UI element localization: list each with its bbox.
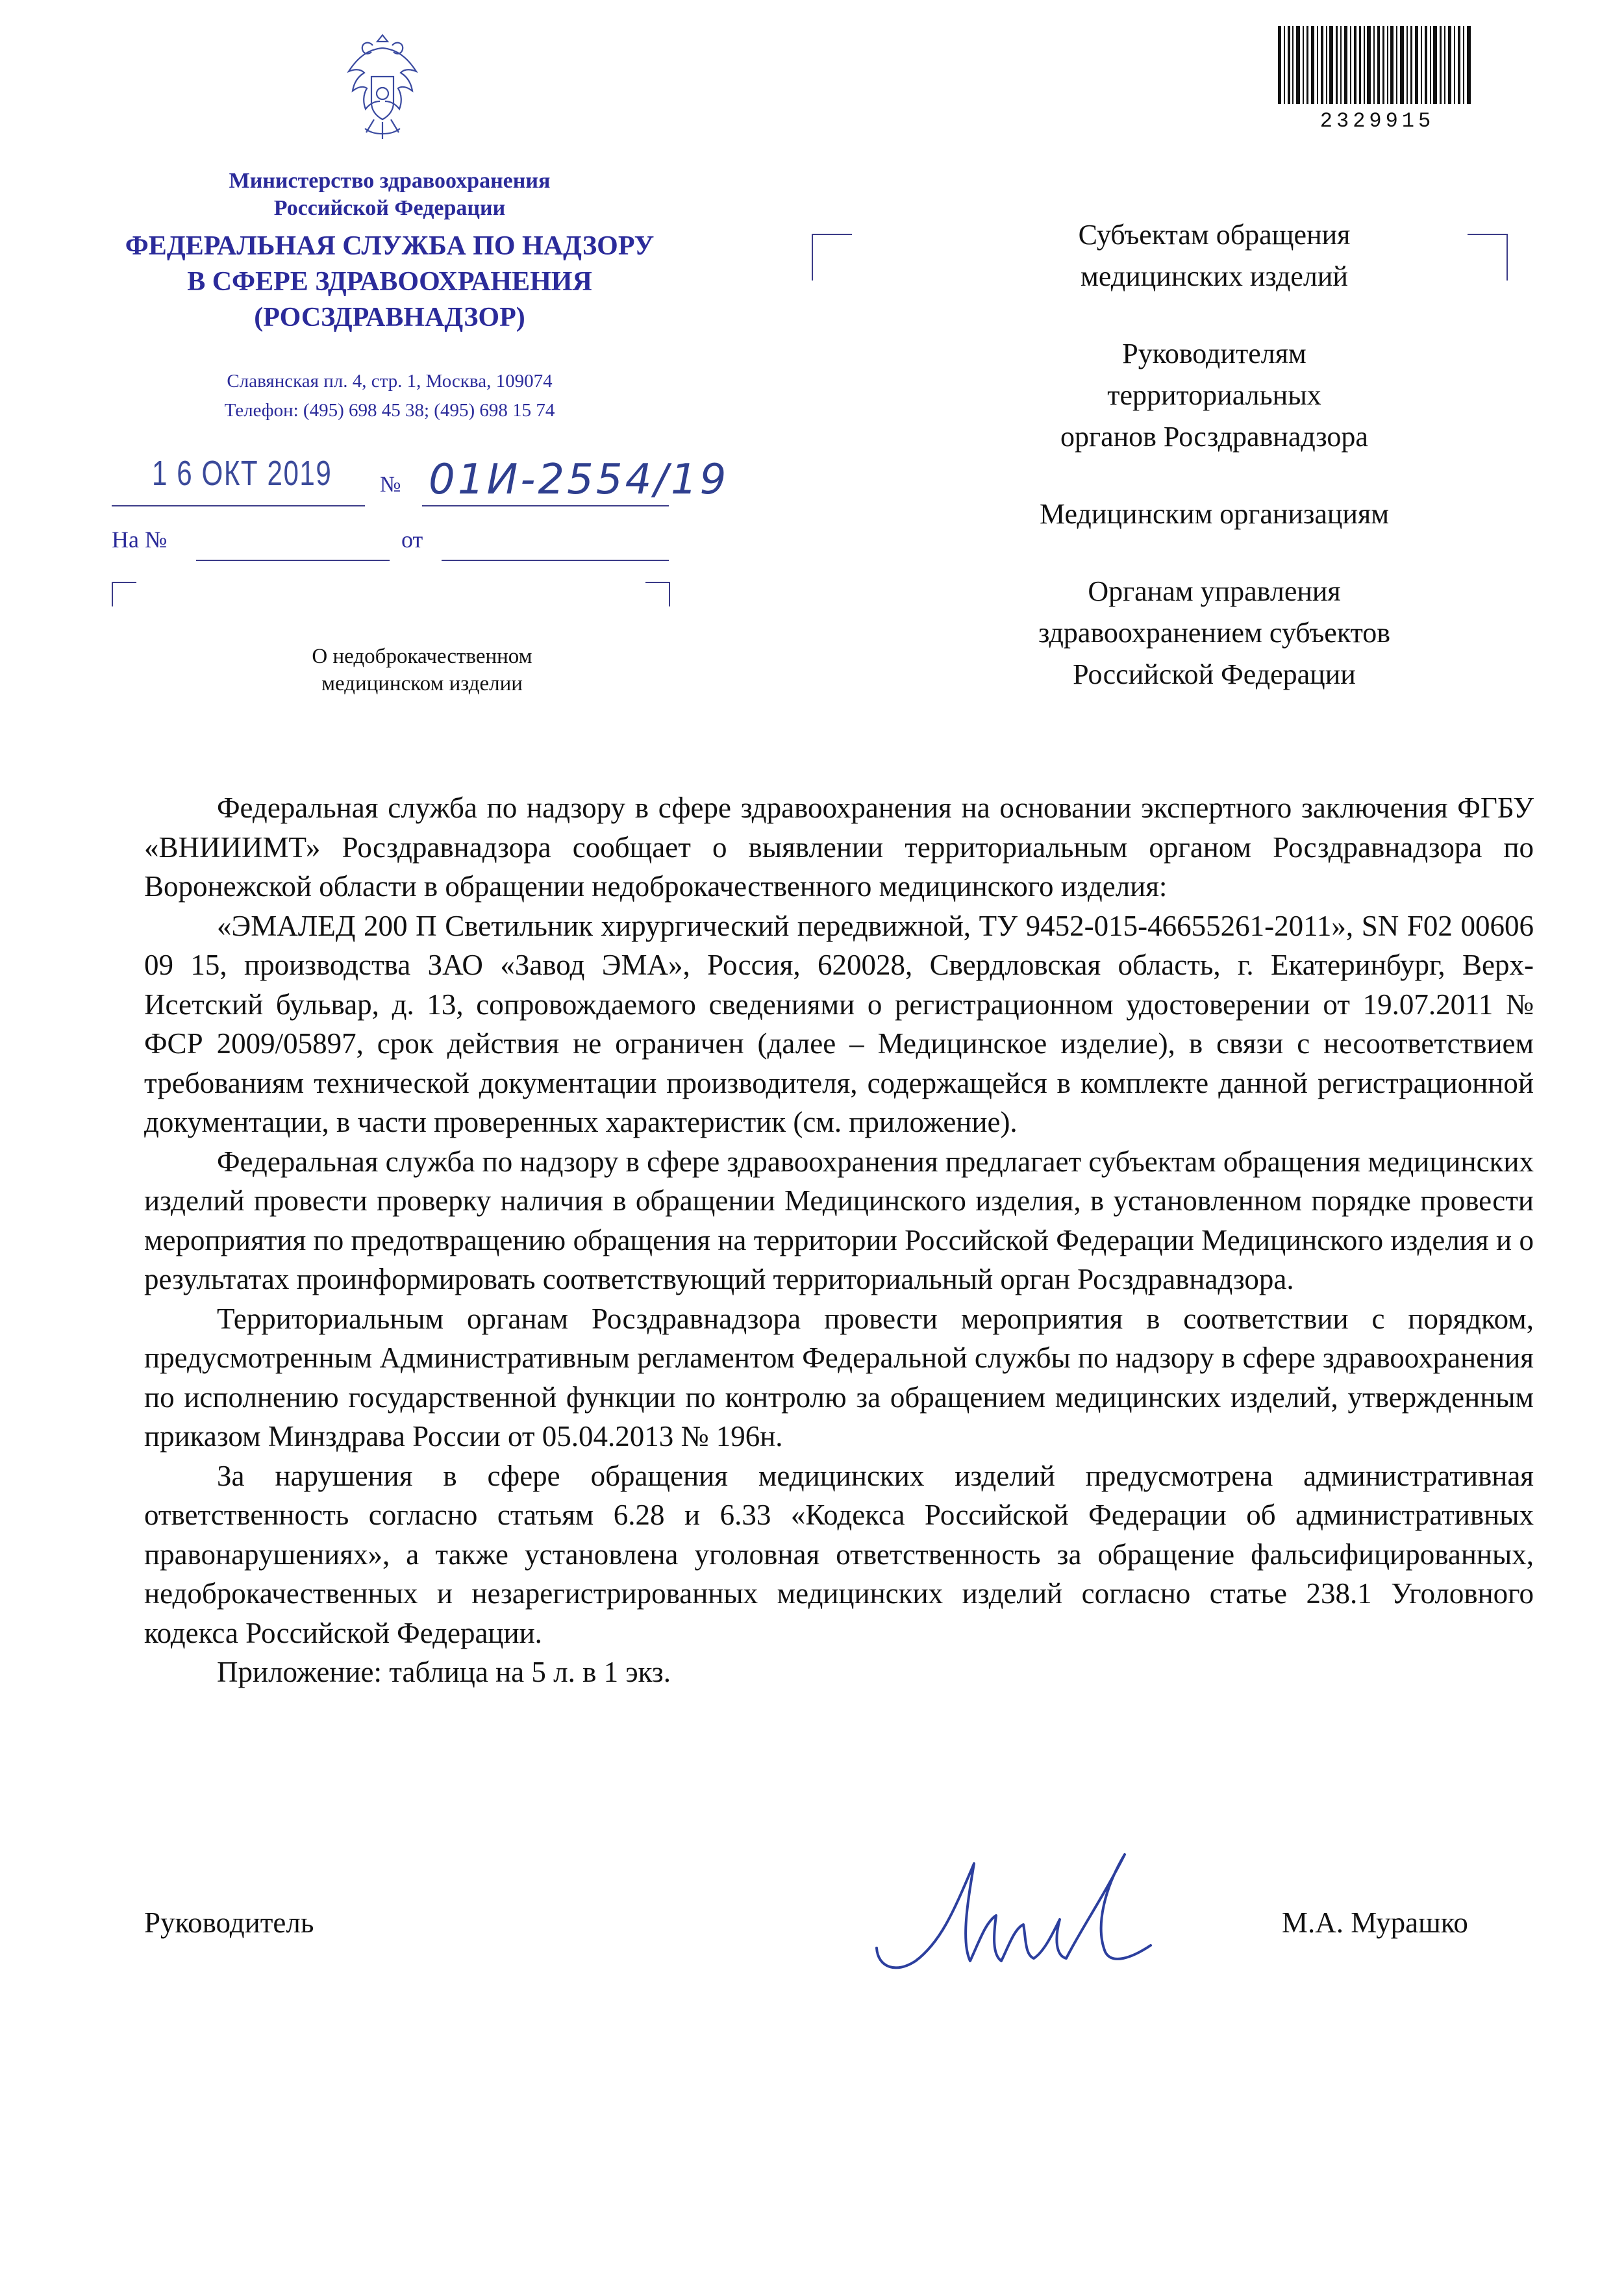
attachment-note: Приложение: таблица на 5 л. в 1 экз. (217, 1656, 671, 1688)
reply-number-underline (196, 560, 390, 561)
handwritten-signature (864, 1825, 1240, 1980)
phone-line: Телефон: (495) 698 45 38; (495) 698 15 74 (224, 400, 555, 421)
letter-body (144, 788, 1534, 1692)
addressee-3 (903, 493, 1526, 535)
service-line-2: В СФЕРЕ ЗДРАВООХРАНЕНИЯ (187, 267, 592, 297)
addressee-4-line-1: Органам управления (1088, 575, 1341, 607)
body-paragraph-5: За нарушения в сфере обращения медицинских изделий предусмотрена административная ответственность согласно статьям 6.28 и 6.33 «Кодекса Российской Федерации об административных правонарушениях», а также установлена уголовная ответственность за обращение фальсифицированных, недоброкачественных и незарегистрированных медицинских изделий согласно статье 238.1 Уголовного кодекса Российской Федерации. (144, 1459, 1534, 1649)
registration-number: 01И-2554/19 (429, 456, 729, 504)
coat-of-arms-icon (339, 31, 426, 148)
ministry-line-1: Министерство здравоохранения (229, 169, 551, 193)
date-stamp: 1 6 ОКТ 2019 (152, 454, 332, 493)
service-name (97, 229, 682, 336)
reply-date-underline (442, 560, 669, 561)
barcode (1278, 26, 1474, 104)
body-paragraph-3: Федеральная служба по надзору в сфере здравоохранения предлагает субъектам обращения медицинских изделий провести проверку наличия в обращении Медицинского изделия, в установленном порядке провести мероприятия по предотвращению обращения на территории Российской Федерации Медицинского изделия и о результатах проинформировать соответствующий территориальный орган Росздравнадзора. (144, 1145, 1534, 1295)
letter-subject (247, 643, 597, 697)
address-line: Славянская пл. 4, стр. 1, Москва, 109074 (227, 371, 553, 392)
addressee-4-line-3: Российской Федерации (1073, 658, 1356, 690)
body-paragraph-1: Федеральная служба по надзору в сфере здравоохранения на основании экспертного заключения ФГБУ «ВНИИИМТ» Росздравнадзора сообщает о выявлении территориальным органом Росздравнадзора по Воронежской области в обращении недоброкачественного медицинского изделия: (144, 792, 1534, 903)
service-address (117, 367, 662, 425)
address-bracket-left (812, 234, 852, 281)
addressee-2-line-1: Руководителям (1122, 338, 1306, 369)
addressee-2-line-3: органов Росздравнадзора (1060, 421, 1368, 453)
number-label: № (380, 473, 401, 497)
signatory-title: Руководитель (144, 1906, 314, 1939)
barcode-number: 2329915 (1319, 109, 1435, 133)
reply-number-label: На № (112, 527, 168, 553)
subject-line-2: медицинском изделии (321, 672, 523, 695)
addressee-3-line-1: Медицинским организациям (1039, 498, 1390, 530)
addressee-4 (903, 571, 1526, 695)
date-underline (112, 505, 365, 506)
addressee-1-line-1: Субъектам обращения (1078, 219, 1351, 251)
addressees-block (903, 214, 1526, 731)
body-paragraph-4: Территориальным органам Росздравнадзора провести мероприятия в соответствии с порядком, предусмотренным Административным регламентом Федеральной службы по надзору в сфере здравоохранения по исполнению государственной функции по контролю за обращением медицинских изделий, утвержденным приказом Минздрава России от 05.04.2013 № 196н. (144, 1302, 1534, 1453)
subject-line-1: О недоброкачественном (312, 645, 532, 668)
body-paragraph-2: «ЭМАЛЕД 200 П Светильник хирургический передвижной, ТУ 9452-015-46655261-2011», SN F02 00606 09 15, производства ЗАО «Завод ЭМА», Россия, 620028, Свердловская область, г. Екатеринбург, Верх-Исетский бульвар, д. 13, сопровождаемого сведениями о регистрационном удостоверении от 19.07.2011 № ФСР 2009/05897, срок действия не ограничен (далее – Медицинское изделие), в связи с несоответствием требованиям технической документации производителя, содержащейся в комплекте данной регистрационной документации, в части проверенных характеристик (см. приложение). (144, 909, 1534, 1138)
subject-bracket-right (645, 582, 670, 606)
signatory-name: М.А. Мурашко (1282, 1906, 1468, 1939)
reply-date-label: от (401, 527, 423, 553)
subject-bracket-left (112, 582, 136, 606)
addressee-2-line-2: территориальных (1107, 379, 1321, 411)
addressee-2 (903, 333, 1526, 458)
number-underline (422, 505, 669, 506)
service-line-3: (РОСЗДРАВНАДЗОР) (254, 303, 525, 332)
addressee-4-line-2: здравоохранением субъектов (1038, 617, 1391, 649)
ministry-line-2: Российской Федерации (273, 196, 506, 220)
addressee-1-line-2: медицинских изделий (1081, 260, 1348, 292)
service-line-1: ФЕДЕРАЛЬНАЯ СЛУЖБА ПО НАДЗОРУ (125, 231, 655, 261)
addressee-1 (903, 214, 1526, 297)
ministry-name (117, 168, 662, 222)
